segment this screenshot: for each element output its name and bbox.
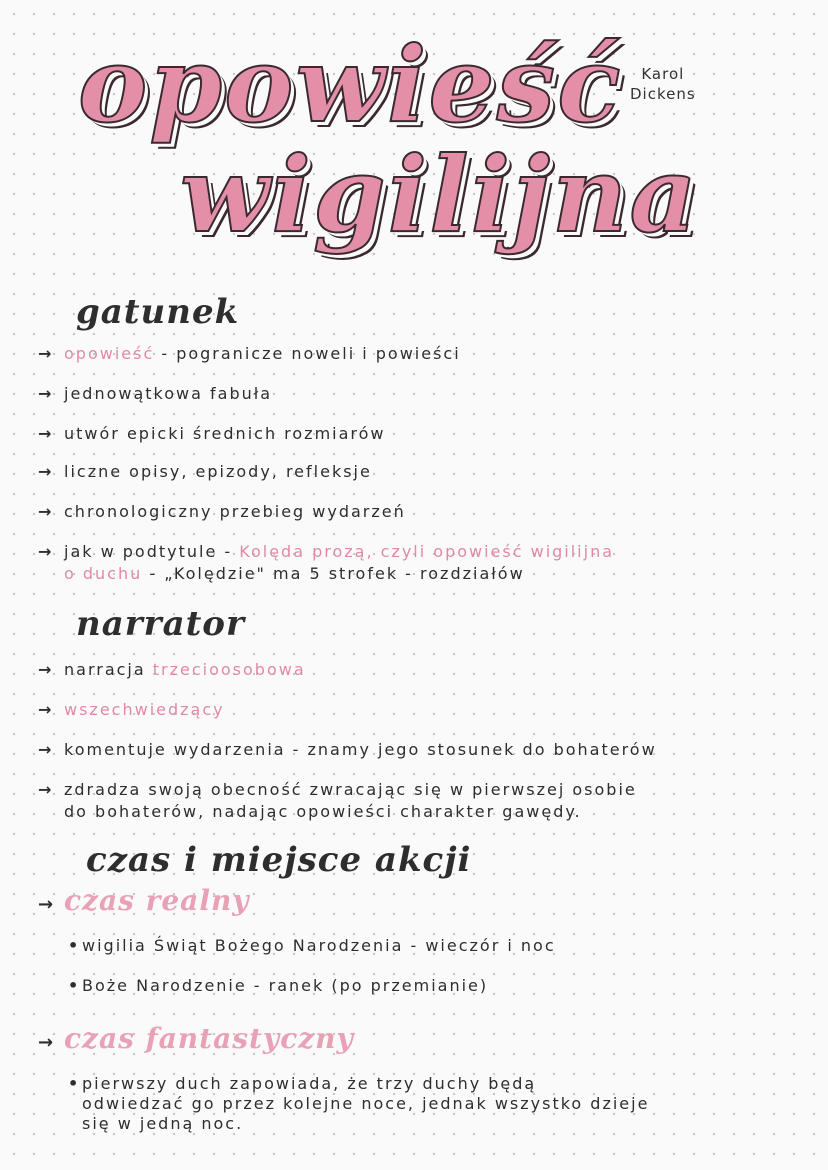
list-item: • Boże Narodzenie - ranek (po przemianie) [68,976,489,995]
bullet-dot-icon: • [68,976,81,995]
right-arrow-icon: → [38,780,54,799]
list-item-continuation: się w jedną noc. [82,1114,244,1133]
right-arrow-icon: → [38,502,54,521]
author [630,64,696,104]
subheading-czas-fantastyczny: → czas fantastyczny [38,1022,354,1055]
right-arrow-icon: → [38,740,54,759]
list-item: → narracja trzecioosobowa [38,660,306,679]
title-line-1: opowieść [78,23,623,146]
right-arrow-icon: → [38,424,54,443]
list-item: → komentuje wydarzenia - znamy jego stosunek do bohaterów [38,740,657,759]
list-item: → wszechwiedzący [38,700,225,719]
heading-czas-i-miejsce: czas i miejsce akcji [86,840,472,880]
list-item: → zdradza swoją obecność zwracając się w pierwszej osobie [38,780,637,799]
list-item: → utwór epicki średnich rozmiarów [38,424,386,443]
right-arrow-icon: → [38,700,54,719]
right-arrow-icon: → [38,344,54,363]
list-item-continuation: odwiedzać go przez kolejne noce, jednak wszystko dzieje [82,1094,650,1113]
bullet-dot-icon: • [68,1074,81,1093]
list-item: → jak w podtytule - Kolęda prozą, czyli opowieść wigilijna [38,542,615,561]
list-item: → opowieść - pogranicze noweli i powieści [38,344,461,363]
list-item-continuation: do bohaterów, nadając opowieści charakter gawędy. [64,802,582,821]
title-line-2: wigilijna [180,133,699,256]
author-first-name: Karol [641,65,685,83]
list-item-continuation: o duchu - „Kolędzie" ma 5 strofek - rozdziałów [64,564,525,583]
list-item: • pierwszy duch zapowiada, że trzy duchy będą [68,1074,537,1093]
heading-gatunek: gatunek [76,292,240,332]
right-arrow-icon: → [38,1032,54,1053]
right-arrow-icon: → [38,660,54,679]
right-arrow-icon: → [38,384,54,403]
list-item: → chronologiczny przebieg wydarzeń [38,502,406,521]
list-item: → jednowątkowa fabuła [38,384,273,403]
right-arrow-icon: → [38,462,54,481]
bullet-dot-icon: • [68,936,81,955]
right-arrow-icon: → [38,542,54,561]
right-arrow-icon: → [38,894,54,915]
subheading-czas-realny: → czas realny [38,884,250,917]
list-item: → liczne opisy, epizody, refleksje [38,462,372,481]
list-item: • wigilia Świąt Bożego Narodzenia - wieczór i noc [68,936,556,955]
author-last-name: Dickens [630,85,696,103]
heading-narrator: narrator [76,604,245,644]
